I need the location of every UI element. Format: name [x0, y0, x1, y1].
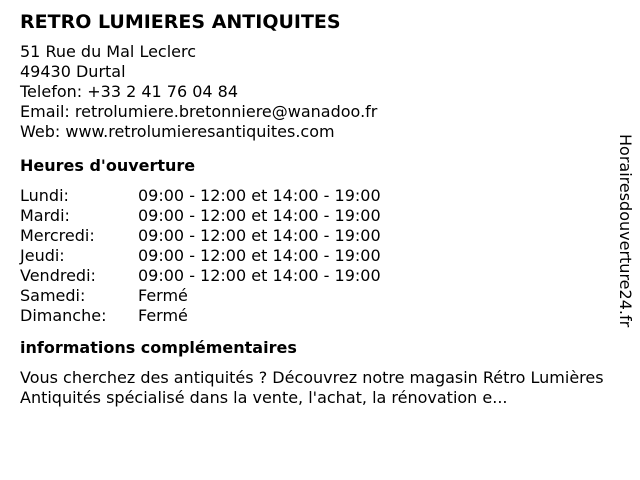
- hours-row-dimanche: [20, 306, 610, 326]
- time-value: Fermé: [138, 306, 188, 325]
- additional-info-heading: informations complémentaires: [20, 338, 297, 357]
- day-label: Mardi:: [20, 206, 70, 225]
- day-label: Dimanche:: [20, 306, 107, 325]
- hours-row-jeudi: [20, 246, 610, 266]
- time-value: 09:00 - 12:00 et 14:00 - 19:00: [138, 186, 381, 205]
- city-postcode: 49430 Durtal: [20, 62, 126, 81]
- time-value: 09:00 - 12:00 et 14:00 - 19:00: [138, 246, 381, 265]
- hours-row-mercredi: [20, 226, 610, 246]
- opening-hours-heading: Heures d'ouverture: [20, 156, 196, 175]
- day-label: Vendredi:: [20, 266, 96, 285]
- hours-row-lundi: [20, 186, 610, 206]
- business-name: RETRO LUMIERES ANTIQUITES: [20, 11, 341, 33]
- business-card: [20, 10, 610, 408]
- additional-info-text: Vous cherchez des antiquités ? Découvrez notre magasin Rétro Lumières Antiquités spécialisé dans la vente, l'achat, la rénovation e...: [20, 368, 604, 407]
- website-address: Web: www.retrolumieresantiquites.com: [20, 122, 335, 141]
- day-label: Lundi:: [20, 186, 69, 205]
- time-value: 09:00 - 12:00 et 14:00 - 19:00: [138, 266, 381, 285]
- email-address: Email: retrolumiere.bretonniere@wanadoo.fr: [20, 102, 378, 121]
- hours-row-mardi: [20, 206, 610, 226]
- day-label: Samedi:: [20, 286, 86, 305]
- contact-block: [20, 42, 610, 142]
- phone-number: Telefon: +33 2 41 76 04 84: [20, 82, 239, 101]
- day-label: Jeudi:: [20, 246, 65, 265]
- hours-row-samedi: [20, 286, 610, 306]
- hours-row-vendredi: [20, 266, 610, 286]
- day-label: Mercredi:: [20, 226, 95, 245]
- opening-hours-table: [20, 186, 610, 326]
- site-brand-vertical: Horairesdouverture24.fr: [616, 134, 635, 328]
- street-address: 51 Rue du Mal Leclerc: [20, 42, 197, 61]
- time-value: 09:00 - 12:00 et 14:00 - 19:00: [138, 226, 381, 245]
- time-value: Fermé: [138, 286, 188, 305]
- time-value: 09:00 - 12:00 et 14:00 - 19:00: [138, 206, 381, 225]
